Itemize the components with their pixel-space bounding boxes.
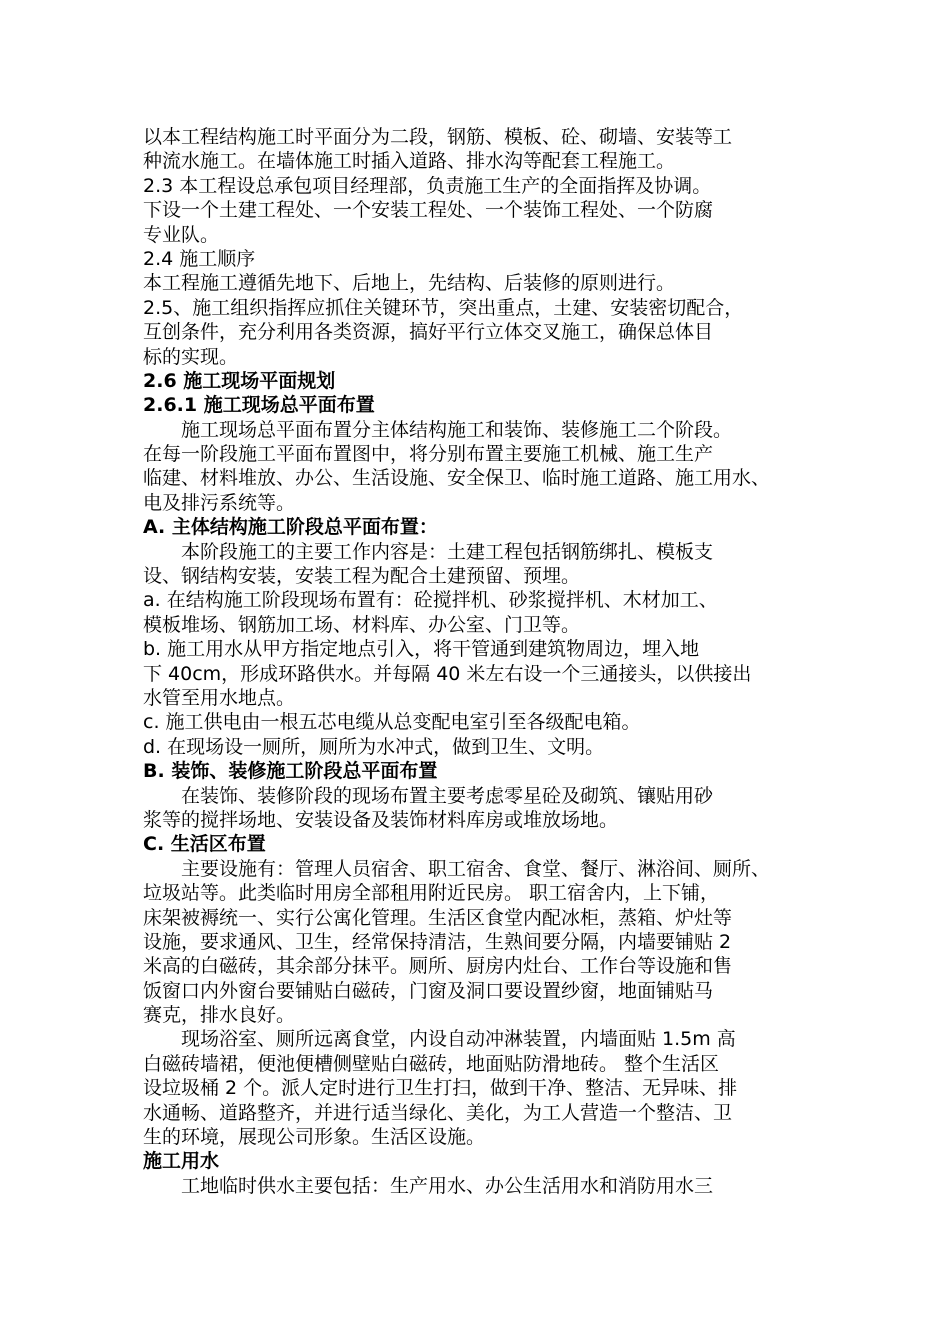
- text-line: 主要设施有：管理人员宿舍、职工宿舍、食堂、餐厅、淋浴间、厕所、: [181, 857, 771, 880]
- text-line: 施工现场总平面布置分主体结构施工和装饰、装修施工二个阶段。: [181, 418, 733, 441]
- text-line: 互创条件，充分利用各类资源，搞好平行立体交叉施工，确保总体目: [143, 321, 714, 344]
- text-line: 生的环境，展现公司形象。生活区设施。: [143, 1126, 486, 1149]
- text-line: 模板堆场、钢筋加工场、材料库、办公室、门卫等。: [143, 613, 581, 636]
- text-line: 浆等的搅拌场地、安装设备及装饰材料库房或堆放场地。: [143, 808, 619, 831]
- text-line: 以本工程结构施工时平面分为二段，钢筋、模板、砼、砌墙、安装等工: [143, 126, 733, 148]
- text-line: 床架被褥统一、实行公寓化管理。生活区食堂内配冰柜，蒸箱、炉灶等: [143, 906, 733, 929]
- text-line: 现场浴室、厕所远离食堂，内设自动冲淋装置，内墙面贴 1.5m 高: [181, 1028, 736, 1051]
- text-line: 2.3 本工程设总承包项目经理部，负责施工生产的全面指挥及协调。: [143, 174, 712, 197]
- text-line: 标的实现。: [143, 345, 239, 368]
- section-heading: B. 装饰、装修施工阶段总平面布置: [143, 760, 438, 783]
- text-line: a. 在结构施工阶段现场布置有：砼搅拌机、砂浆搅拌机、木材加工、: [143, 589, 718, 612]
- text-line: 水管至用水地点。: [143, 686, 296, 709]
- text-line: 设施，要求通风、卫生，经常保持清洁，生熟间要分隔，内墙要铺贴 2: [143, 930, 732, 953]
- text-line: 专业队。: [143, 223, 220, 246]
- text-line: 下 40cm，形成环路供水。并每隔 40 米左右设一个三通接头，以供接出: [143, 662, 752, 685]
- section-heading: 2.6.1 施工现场总平面布置: [143, 394, 375, 417]
- text-line: 本阶段施工的主要工作内容是：土建工程包括钢筋绑扎、模板支: [181, 540, 714, 563]
- section-heading: C. 生活区布置: [143, 833, 266, 856]
- text-line: 在每一阶段施工平面布置图中，将分别布置主要施工机械、施工生产: [143, 443, 714, 466]
- text-line: 水通畅、道路整齐，并进行适当绿化、美化，为工人营造一个整洁、卫: [143, 1101, 733, 1124]
- text-line: c. 施工供电由一根五芯电缆从总变配电室引至各级配电箱。: [143, 711, 641, 734]
- text-line: 种流水施工。在墙体施工时插入道路、排水沟等配套工程施工。: [143, 150, 676, 173]
- text-line: 2.4 施工顺序: [143, 247, 256, 270]
- text-line: 设、钢结构安装，安装工程为配合土建预留、预埋。: [143, 565, 581, 588]
- text-line: 工地临时供水主要包括：生产用水、办公生活用水和消防用水三: [181, 1174, 714, 1197]
- text-line: 2.5、施工组织指挥应抓住关键环节，突出重点，土建、安装密切配合，: [143, 296, 744, 319]
- section-heading: 2.6 施工现场平面规划: [143, 369, 336, 392]
- document-page: [143, 125, 823, 1198]
- text-line: 设垃圾桶 2 个。派人定时进行卫生打扫，做到干净、整洁、无异味、排: [143, 1077, 738, 1100]
- text-line: 电及排污系统等。: [143, 491, 296, 514]
- text-line: 米高的白磁砖，其余部分抹平。厕所、厨房内灶台、工作台等设施和售: [143, 955, 733, 978]
- text-line: 本工程施工遵循先地下、后地上，先结构、后装修的原则进行。: [143, 272, 676, 295]
- text-line: 临建、材料堆放、办公、生活设施、安全保卫、临时施工道路、施工用水、: [143, 467, 771, 490]
- section-heading: 施工用水: [143, 1150, 220, 1173]
- text-line: 在装饰、装修阶段的现场布置主要考虑零星砼及砌筑、镶贴用砂: [181, 784, 714, 807]
- text-line: b. 施工用水从甲方指定地点引入，将干管通到建筑物周边，埋入地: [143, 638, 700, 661]
- text-line: 下设一个土建工程处、一个安装工程处、一个装饰工程处、一个防腐: [143, 199, 714, 222]
- section-heading: A. 主体结构施工阶段总平面布置：: [143, 516, 438, 539]
- text-line: 垃圾站等。此类临时用房全部租用附近民房。 职工宿舍内，上下铺，: [143, 882, 720, 905]
- text-line: d. 在现场设一厕所，厕所为水冲式，做到卫生、文明。: [143, 735, 605, 758]
- text-line: 白磁砖墙裙，便池便槽侧壁贴白磁砖，地面贴防滑地砖。 整个生活区: [143, 1052, 720, 1075]
- text-line: 饭窗口内外窗台要铺贴白磁砖，门窗及洞口要设置纱窗，地面铺贴马: [143, 979, 714, 1002]
- text-line: 赛克，排水良好。: [143, 1004, 296, 1027]
